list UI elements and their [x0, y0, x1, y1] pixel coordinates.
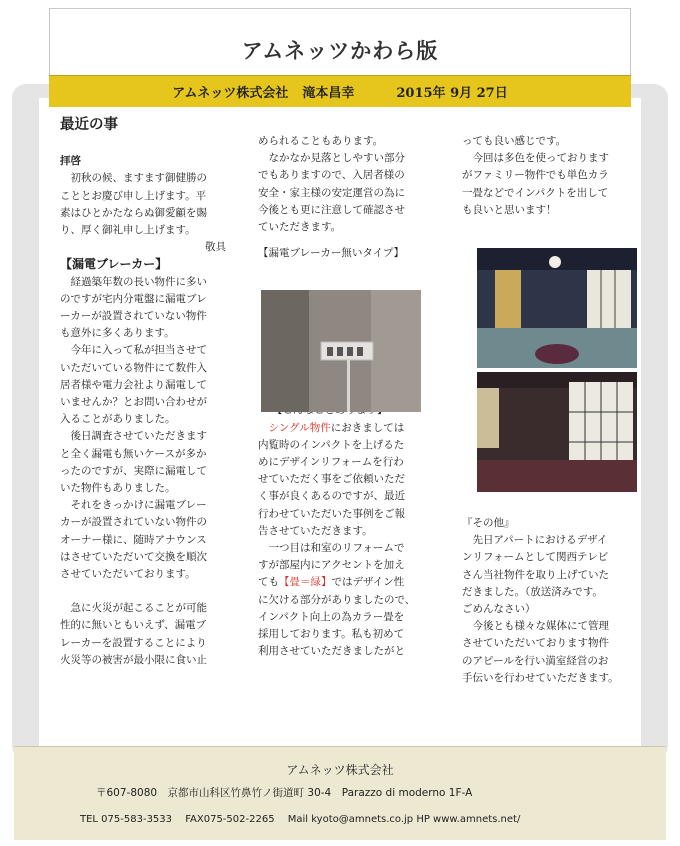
breaker-panel-photo: [261, 290, 421, 412]
text-line: させていただいております物件: [462, 637, 609, 650]
breaker-body: [60, 274, 228, 584]
newsletter-title: アムネッツかわら版: [241, 38, 439, 63]
section-title: 最近の事: [60, 116, 118, 133]
text-line: ンリフォームとして関西テレビ: [462, 551, 609, 564]
text-line: 告させていただきます。: [258, 524, 373, 537]
japanese-room-photo-2: [477, 372, 637, 492]
text-line: 経過築年数の長い物件に多い: [70, 275, 207, 288]
text-line: 入ることがありました。: [60, 413, 176, 426]
text-line: ていただきます。: [258, 221, 342, 234]
text-line: インパクト向上の為カラー畳を: [258, 610, 405, 623]
single-property-highlight: シングル物件: [268, 421, 331, 434]
byline-company: アムネッツ株式会社: [172, 86, 289, 101]
text-line: 内覧時のインパクトを上げるた: [258, 438, 405, 451]
header: [49, 8, 631, 104]
text-line: 先日アパートにおけるデザイ: [472, 534, 608, 547]
text-line: のですが宅内分電盤に漏電ブレ: [60, 292, 207, 305]
column-3-top-text: [462, 133, 638, 219]
text-line: オーナー様に、随時アナウンス: [60, 533, 207, 546]
text-line: も良いと思います！: [462, 203, 557, 216]
fire-body: [60, 600, 228, 669]
text-line: に欠ける部分がありましたので、: [258, 593, 416, 606]
text-line: ごめんなさい）: [462, 603, 536, 616]
case-body-2: [258, 592, 428, 661]
text-line: 後日調査させていただきます: [70, 430, 207, 443]
tatami-line: ても【畳＝緑】ではデザイン性: [258, 576, 405, 589]
text-line: 今後とも様々な媒体にて管理: [472, 620, 609, 633]
other-body: [462, 532, 638, 687]
tatami-highlight: 【畳＝緑】: [279, 576, 332, 589]
text-line: められることもあります。: [258, 135, 384, 147]
text-line: 初秋の候、ますます御健勝の: [70, 172, 207, 185]
text-line: 急に火災が起こることが可能: [70, 602, 207, 615]
column-1: [60, 116, 228, 669]
text-line: と全く漏電も無いケースが多か: [60, 447, 207, 460]
text-line: でもありますので、入居者様の: [258, 169, 405, 182]
breaker-heading: 【漏電ブレーカー】: [60, 257, 168, 272]
text-line: それをきっかけに漏電ブレー: [70, 499, 207, 512]
footer: [14, 746, 666, 840]
case-first-line: シングル物件におきましては: [268, 421, 405, 434]
text-line: 性的に無いともいえず、漏電ブ: [60, 619, 207, 632]
text-line: いませんか？とお問い合わせが: [60, 396, 207, 409]
other-heading: 『その他』: [462, 517, 515, 530]
text-line: のアピールを行い満室経営のお: [462, 654, 609, 667]
text-line: 居者様や電力会社より漏電して: [60, 378, 207, 391]
text-line: なかなか見落としやすい部分: [268, 152, 405, 165]
closing-word: 敬具: [205, 241, 226, 254]
text-line: すが部屋内にアクセントを加え: [258, 559, 405, 572]
byline-bar: [49, 75, 631, 107]
text-line: も意外に多くあります。: [60, 327, 175, 340]
text-line: り、厚く御礼申し上げます。: [60, 224, 196, 237]
text-line: いただいている物件にて数件入: [60, 361, 207, 374]
text-line: めにデザインリフォームを行わ: [258, 456, 404, 469]
text-line: いた物件もありました。: [60, 482, 176, 495]
text-line: っても良い感じです。: [462, 135, 567, 147]
text-line: させていただいております。: [60, 568, 196, 581]
text-line: こととお慶び申し上げます。平: [60, 189, 207, 202]
text-line: せていただく事をご依頼いただ: [258, 473, 405, 486]
text-line: さん当社物件を取り上げていた: [462, 568, 609, 581]
text-line: く事が良くあるのですが、最近: [258, 490, 405, 503]
text-line: 素はひとかたならぬ御愛顧を賜: [60, 206, 207, 219]
text-line: 安全・家主様の安定運営の為に: [258, 186, 405, 199]
japanese-room-photo-1: [477, 248, 637, 368]
text-line: がファミリー物件でも単色カラ: [462, 169, 609, 182]
text-line: レーカーを設置することにより: [60, 636, 207, 649]
case-body: [258, 437, 428, 575]
text-line: 一畳などでインパクトを出して: [462, 186, 609, 199]
text-line: はさせていただいて交換を順次: [60, 550, 207, 563]
photo-caption: 【漏電ブレーカー無いタイプ】: [258, 247, 404, 260]
footer-contact: TEL 075-583-3533 FAX075-502-2265 Mail kyoto@amnets.co.jp HP www.amnets.net/: [80, 814, 521, 825]
text-line: 一つ目は和室のリフォームで: [268, 542, 405, 555]
footer-address: 〒607-8080 京都市山科区竹鼻竹ノ街道町 30-4 Parazzo di moderno 1F-A: [96, 787, 473, 799]
greeting-head: 拝啓: [60, 155, 81, 168]
text-line: 利用させていただきましたがと: [258, 645, 405, 658]
text-line: カーが設置されていない物件の: [60, 516, 207, 529]
text-line: 行わせていただいた事例をご報: [258, 507, 405, 520]
text-line: 火災等の被害が最小限に食い止: [60, 653, 207, 666]
text-line: 今年に入って私が担当させて: [70, 344, 207, 357]
text-line: だきました。（放送済みです。: [462, 585, 603, 598]
text-line: 今回は多色を使っております: [472, 152, 609, 165]
text-line: ーカーが設置されていない物件: [60, 310, 207, 323]
text-line: ったのですが、実際に漏電して: [60, 464, 207, 477]
text-line: 採用しております。私も初めて: [258, 628, 405, 641]
column-2-top-text: [258, 133, 428, 236]
byline-author: 滝本昌幸: [302, 86, 355, 101]
byline-date: 2015年 9月 27日: [396, 86, 508, 101]
text-line: 今後とも更に注意して確認させ: [258, 203, 405, 216]
text-line: 手伝いを行わせていただきます。: [462, 671, 619, 684]
greeting-body: [60, 170, 228, 239]
footer-company: アムネッツ株式会社: [286, 763, 394, 777]
